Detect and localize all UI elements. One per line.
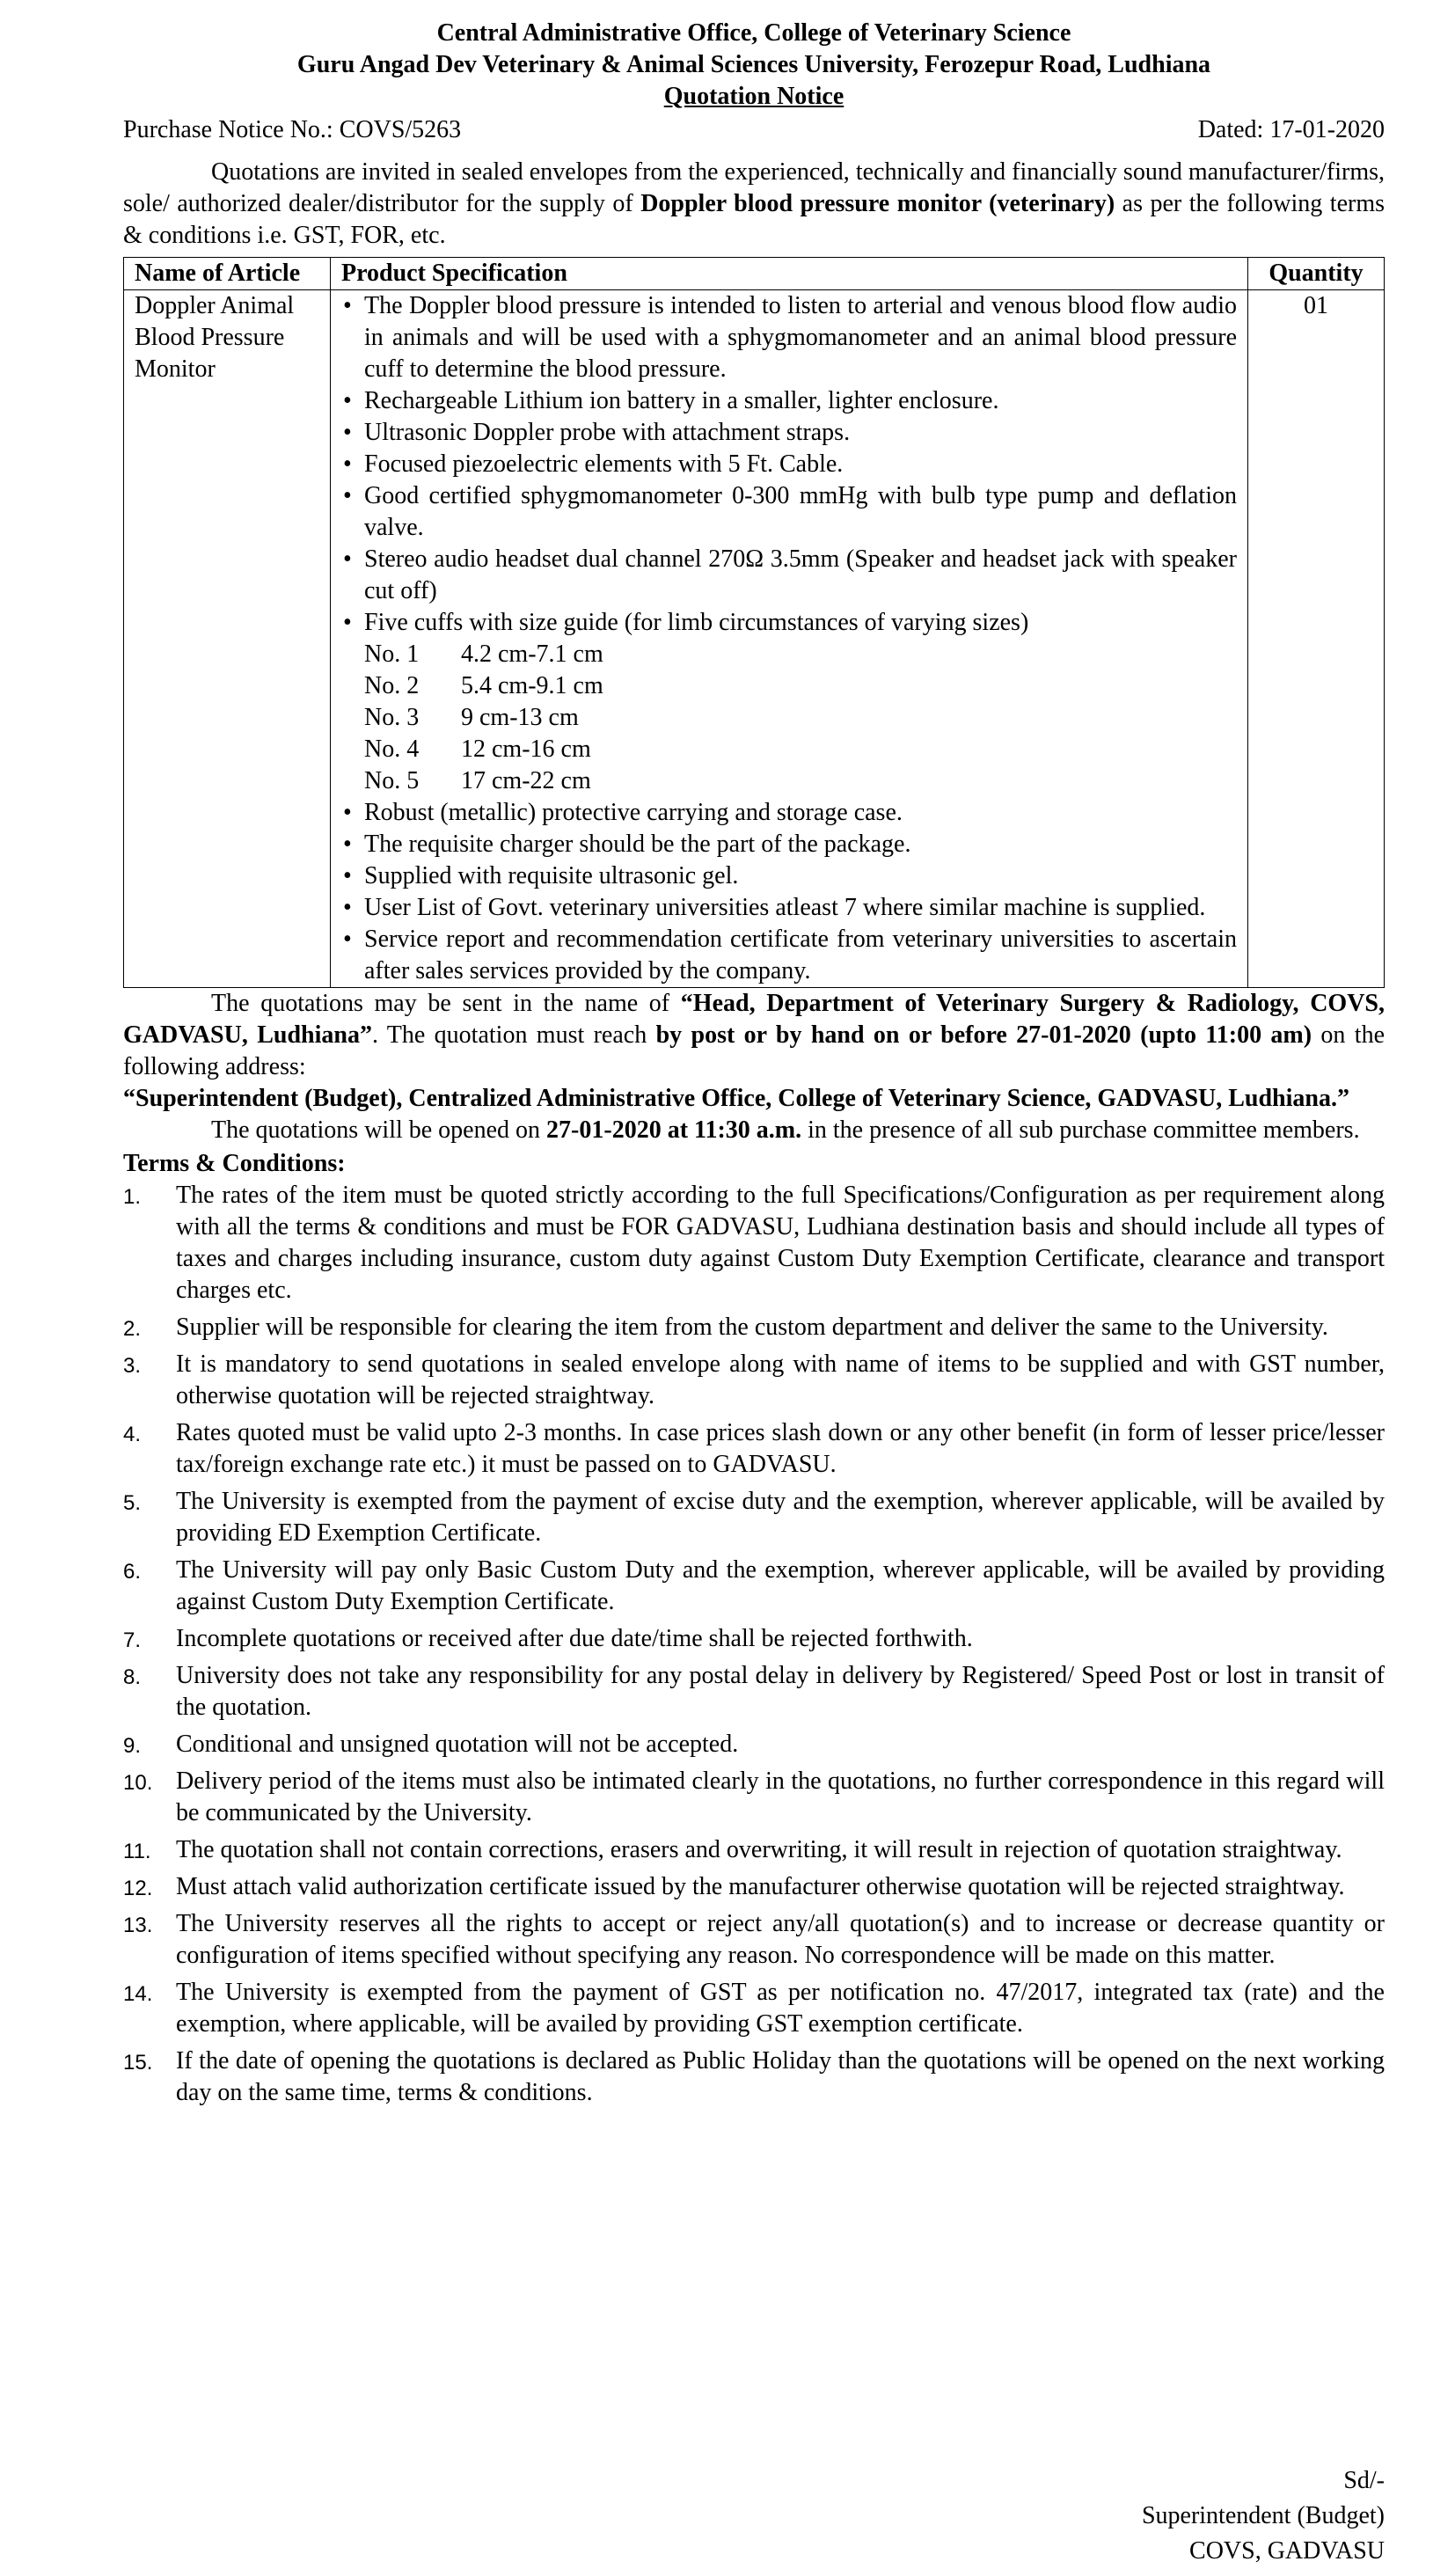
terms-heading: Terms & Conditions: — [123, 1150, 346, 1177]
term-text: Must attach valid authorization certificate issued by the manufacturer otherwise quotation will be rejected straightway. — [176, 1873, 1345, 1900]
term-number: 10. — [123, 1771, 153, 1795]
term-text: The University reserves all the rights to accept or reject any/all quotation(s) and to increase or decrease quantity or configuration of items specified without specifying any reason. No correspondence will be made on this matter. — [176, 1910, 1385, 1969]
header-quantity: Quantity — [1248, 258, 1385, 290]
submission-deadline: by post or by hand on or before 27-01-2020 (upto 11:00 am) — [655, 1021, 1312, 1049]
notice-meta — [123, 114, 1385, 146]
list-item: • The Doppler blood pressure is intended to listen to arterial and venous blood flow audio in animals and will be used with a sphygmomanometer and an animal blood pressure cuff to determine the blood pressure. — [341, 290, 1237, 385]
table-row — [124, 290, 1385, 988]
cuff-number: No. 5 — [364, 767, 420, 794]
term-text: The quotation shall not contain corrections, erasers and overwriting, it will result in rejection of quotation straightway. — [176, 1836, 1342, 1863]
term-number: 4. — [123, 1423, 142, 1446]
table-header-row — [124, 258, 1385, 290]
term-text: University does not take any responsibility for any postal delay in delivery by Registered/ Speed Post or lost in transit of the quotation. — [176, 1662, 1385, 1721]
list-item — [123, 1180, 1385, 1306]
list-item — [123, 1871, 1385, 1903]
submission-text: The quotations may be sent in the name of — [211, 990, 681, 1017]
term-text: The University is exempted from the payment of GST as per notification no. 47/2017, integrated tax (rate) and the exemption, where applicable, will be availed by providing GST exemption certificate. — [176, 1979, 1385, 2038]
submission-text: on the following address: — [123, 1021, 1385, 1080]
addressee-name: “Head, Department of Veterinary Surgery & Radiology, COVS, GADVASU, Ludhiana” — [123, 990, 1385, 1049]
spec-list — [341, 290, 1237, 639]
term-number: 3. — [123, 1354, 142, 1378]
signatory-office: COVS, GADVASU — [1189, 2537, 1385, 2565]
terms-list — [123, 1180, 1385, 2109]
term-number: 11. — [123, 1840, 151, 1863]
university-name: Guru Angad Dev Veterinary & Animal Sciences University, Ferozepur Road, Ludhiana — [296, 51, 1211, 78]
term-number: 14. — [123, 1982, 153, 2006]
spec-cell — [331, 290, 1248, 988]
term-text: If the date of opening the quotations is declared as Public Holiday than the quotations will be opened on the next working day on the same time, terms & conditions. — [176, 2047, 1385, 2106]
term-text: Incomplete quotations or received after due date/time shall be rejected forthwith. — [176, 1625, 973, 1652]
term-number: 12. — [123, 1877, 153, 1900]
purchase-notice-number: Purchase Notice No.: COVS/5263 — [123, 116, 462, 143]
signatory-designation: Superintendent (Budget) — [1141, 2502, 1385, 2529]
submission-paragraph — [123, 988, 1385, 1083]
list-item: • Service report and recommendation certificate from veterinary universities to ascertain after sales services provided by the company. — [341, 924, 1237, 987]
article-name: Doppler Animal Blood Pressure Monitor — [124, 290, 331, 988]
term-number: 13. — [123, 1914, 153, 1937]
cuff-row — [364, 639, 1237, 670]
list-item — [123, 1555, 1385, 1618]
list-item — [123, 2045, 1385, 2109]
signature-block — [1142, 2463, 1385, 2569]
intro-text: Quotations are invited in sealed envelopes from the experienced, technically and financially sound manufacturer/firms, sole/ authorized dealer/distributor for the supply of — [123, 158, 1385, 217]
cuff-row — [364, 702, 1237, 734]
list-item: • Five cuffs with size guide (for limb circumstances of varying sizes) — [341, 607, 1237, 639]
address-text: “Superintendent (Budget), Centralized Administrative Office, College of Veterinary Science, GADVASU, Ludhiana.” — [123, 1085, 1349, 1112]
list-item — [123, 1349, 1385, 1412]
term-text: The University will pay only Basic Custom Duty and the exemption, wherever applicable, will be availed by providing against Custom Duty Exemption Certificate. — [176, 1556, 1385, 1615]
term-text: The rates of the item must be quoted strictly according to the full Specifications/Configuration as per requirement along with all the terms & conditions and must be FOR GADVASU, Ludhiana destination basis and should include all types of taxes and charges including insurance, custom duty against Custom Duty Exemption Certificate, clearance and transport charges etc. — [176, 1182, 1385, 1304]
list-item: • The requisite charger should be the part of the package. — [341, 829, 1237, 860]
term-text: Supplier will be responsible for clearing the item from the custom department and deliver the same to the University. — [176, 1314, 1328, 1341]
list-item — [123, 1834, 1385, 1866]
cuff-number: No. 1 — [364, 640, 420, 668]
term-number: 7. — [123, 1628, 142, 1652]
term-number: 5. — [123, 1491, 142, 1515]
term-number: 8. — [123, 1665, 142, 1689]
intro-item: Doppler blood pressure monitor (veterinary) — [640, 190, 1115, 217]
cuff-number: No. 2 — [364, 672, 420, 699]
letterhead — [123, 18, 1385, 113]
term-number: 1. — [123, 1185, 142, 1209]
term-text: It is mandatory to send quotations in sealed envelope along with name of items to be supplied and with GST number, otherwise quotation will be rejected straightway. — [176, 1350, 1385, 1409]
spec-list-continued — [341, 797, 1237, 987]
list-item — [123, 1486, 1385, 1549]
signature-sd: Sd/- — [1343, 2467, 1385, 2494]
intro-text-end: as per the following terms & conditions i.e. GST, FOR, etc. — [123, 190, 1386, 249]
notice-title: Quotation Notice — [663, 83, 844, 110]
quantity-value: 01 — [1248, 290, 1385, 988]
cuff-row — [364, 765, 1237, 797]
list-item — [123, 1729, 1385, 1760]
term-number: 15. — [123, 2051, 153, 2075]
opening-paragraph — [123, 1115, 1385, 1146]
notice-date: Dated: 17-01-2020 — [1197, 116, 1385, 143]
cuff-size: 5.4 cm-9.1 cm — [461, 672, 603, 699]
submission-text: . The quotation must reach — [371, 1021, 656, 1049]
term-text: Conditional and unsigned quotation will not be accepted. — [176, 1731, 739, 1758]
delivery-address — [123, 1083, 1385, 1115]
header-name-of-article: Name of Article — [124, 258, 331, 290]
list-item — [123, 1977, 1385, 2040]
office-name: Central Administrative Office, College of Veterinary Science — [436, 19, 1071, 47]
term-number: 2. — [123, 1317, 142, 1341]
term-number: 9. — [123, 1734, 142, 1758]
cuff-row — [364, 670, 1237, 702]
list-item — [123, 1766, 1385, 1829]
list-item: • Robust (metallic) protective carrying and storage case. — [341, 797, 1237, 829]
cuff-number: No. 4 — [364, 735, 420, 763]
cuff-size-list — [341, 639, 1237, 797]
list-item — [123, 1908, 1385, 1972]
list-item — [123, 1417, 1385, 1481]
cuff-size: 4.2 cm-7.1 cm — [461, 640, 603, 668]
opening-text: The quotations will be opened on — [211, 1116, 547, 1144]
term-text: Delivery period of the items must also be intimated clearly in the quotations, no further correspondence in this regard will be communicated by the University. — [176, 1767, 1385, 1826]
cuff-size: 9 cm-13 cm — [461, 704, 579, 731]
list-item — [123, 1312, 1385, 1343]
term-number: 6. — [123, 1560, 142, 1584]
specification-table — [123, 257, 1385, 988]
list-item: • Ultrasonic Doppler probe with attachment straps. — [341, 417, 1237, 449]
term-text: Rates quoted must be valid upto 2-3 months. In case prices slash down or any other benefit (in form of lesser price/lesser tax/foreign exchange rate etc.) it must be passed on to GADVASU. — [176, 1419, 1385, 1478]
list-item: • Stereo audio headset dual channel 270Ω 3.5mm (Speaker and headset jack with speaker cut off) — [341, 544, 1237, 607]
cuff-row — [364, 734, 1237, 765]
list-item: • Good certified sphygmomanometer 0-300 mmHg with bulb type pump and deflation valve. — [341, 480, 1237, 544]
term-text: The University is exempted from the payment of excise duty and the exemption, wherever applicable, will be availed by providing ED Exemption Certificate. — [176, 1488, 1385, 1547]
header-product-specification: Product Specification — [331, 258, 1248, 290]
cuff-size: 17 cm-22 cm — [461, 767, 591, 794]
cuff-number: No. 3 — [364, 704, 420, 731]
list-item — [123, 1660, 1385, 1723]
list-item: • Focused piezoelectric elements with 5 Ft. Cable. — [341, 449, 1237, 480]
opening-text: in the presence of all sub purchase committee members. — [801, 1116, 1360, 1144]
list-item: • User List of Govt. veterinary universities atleast 7 where similar machine is supplied. — [341, 892, 1237, 924]
list-item: • Rechargeable Lithium ion battery in a smaller, lighter enclosure. — [341, 385, 1237, 417]
opening-datetime: 27-01-2020 at 11:30 a.m. — [546, 1116, 802, 1144]
intro-paragraph — [123, 157, 1385, 252]
list-item: • Supplied with requisite ultrasonic gel. — [341, 860, 1237, 892]
list-item — [123, 1623, 1385, 1655]
cuff-size: 12 cm-16 cm — [461, 735, 591, 763]
